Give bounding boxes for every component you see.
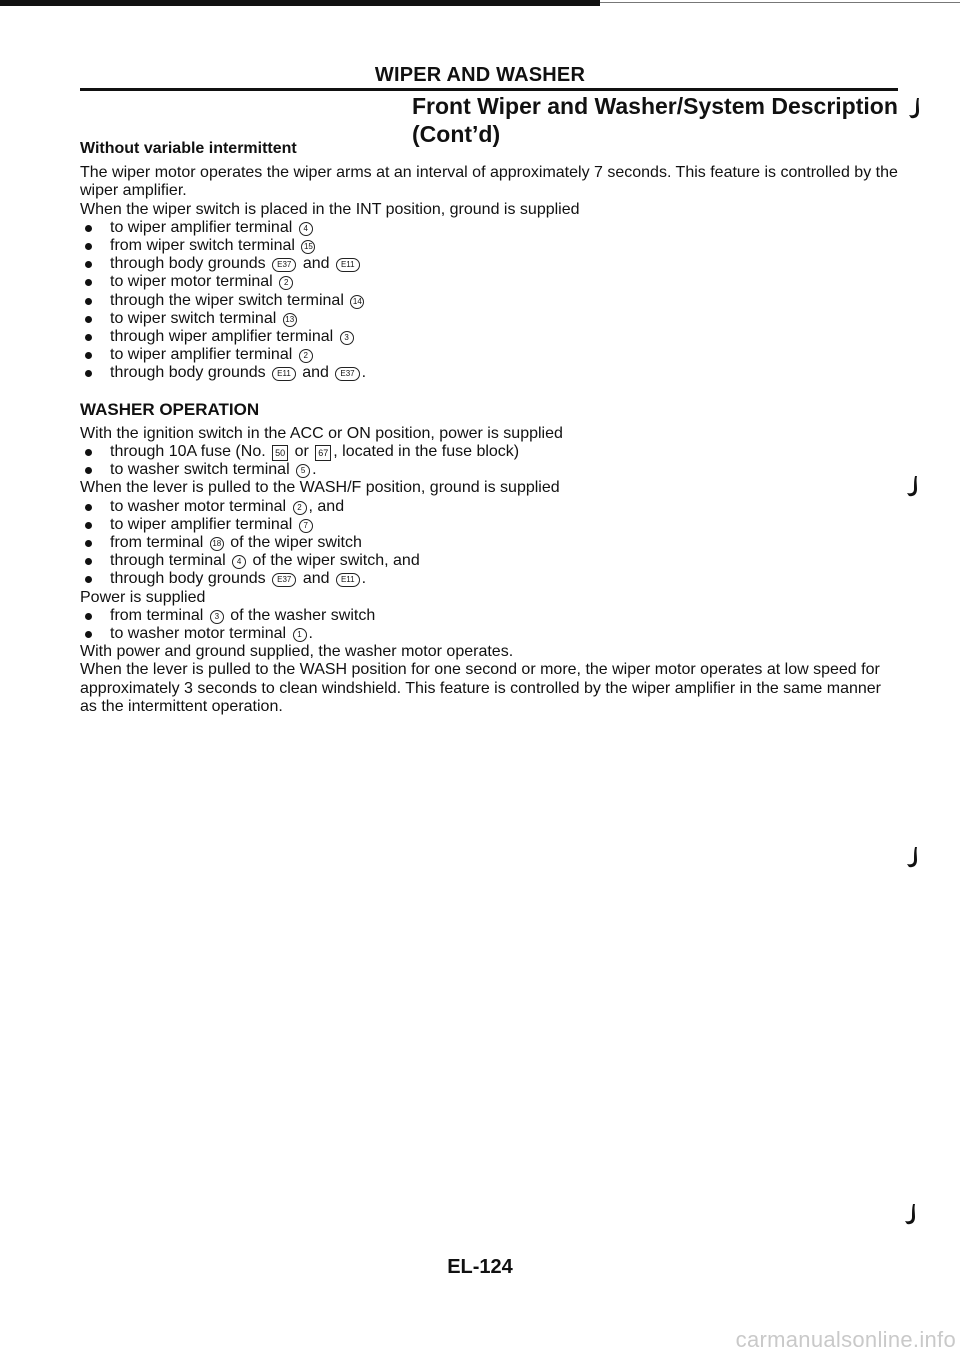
list-item: to washer motor terminal 1 . [80,625,900,643]
washer-paragraph-5: When the lever is pulled to the WASH position for one second or more, the wiper motor operates at low speed for approximately 3 seconds to clean windshield. This feature is controlled by the wiper amplifier in the same manner as the intermittent operation. [80,661,881,715]
list-item: to washer switch terminal 5 . [80,461,900,479]
intermittent-heading: Without variable intermittent [80,140,297,157]
list-item: to wiper switch terminal 13 [80,310,900,328]
connector-label: E37 [272,258,296,272]
subtitle-line-1: Front Wiper and Washer/System Description [412,93,898,119]
fuse-number: 67 [315,445,331,461]
document-body [80,140,900,716]
terminal-number: 15 [301,240,315,254]
connector-label: E37 [272,573,296,587]
connector-label: E11 [336,258,360,272]
list-item: to wiper amplifier terminal 2 [80,346,900,364]
watermark: carmanualsonline.info [735,1327,956,1352]
list-item: to wiper amplifier terminal 4 [80,219,900,237]
subtitle-line-2: (Cont’d) [412,121,501,147]
check-mark-icon [902,1202,922,1228]
check-mark-icon [904,474,924,500]
terminal-number: 7 [299,519,313,533]
list-item: to washer motor terminal 2 , and [80,498,900,516]
list-item: through 10A fuse (No. 50 or 67 , located in the fuse block) [80,443,900,461]
list-item: to wiper motor terminal 2 [80,273,900,291]
terminal-number: 5 [296,464,310,478]
list-item: through the wiper switch terminal 14 [80,292,900,310]
intermittent-path-list [80,219,900,383]
washer-paragraph-2: When the lever is pulled to the WASH/F position, ground is supplied [80,479,560,497]
top-edge-rule-thin [600,2,960,3]
list-item: from terminal 3 of the washer switch [80,607,900,625]
connector-label: E11 [272,367,296,381]
top-edge-rule [0,0,600,6]
connector-label: E11 [336,573,360,587]
check-mark-icon [906,96,926,122]
terminal-number: 18 [210,537,224,551]
terminal-number: 3 [340,331,354,345]
washer-motor-list [80,607,900,643]
terminal-number: 2 [299,349,313,363]
washer-ground-list [80,498,900,589]
section-title: WIPER AND WASHER [374,64,586,86]
list-item: to wiper amplifier terminal 7 [80,516,900,534]
list-item: through body grounds E37 and E11 . [80,570,900,588]
check-mark-icon [904,845,924,871]
terminal-number: 13 [283,313,297,327]
list-item: through body grounds E11 and E37 . [80,364,900,382]
list-item: from wiper switch terminal 15 [80,237,900,255]
terminal-number: 4 [232,555,246,569]
fuse-number: 50 [272,445,288,461]
list-item: through terminal 4 of the wiper switch, and [80,552,900,570]
terminal-number: 4 [299,222,313,236]
header-rule [80,88,898,91]
terminal-number: 14 [350,295,364,309]
terminal-number: 3 [210,610,224,624]
list-item: through wiper amplifier terminal 3 [80,328,900,346]
page-number: EL-124 [447,1256,513,1278]
intermittent-paragraph-1: The wiper motor operates the wiper arms at an interval of approximately 7 seconds. This feature is controlled by the wiper amplifier. [80,164,898,200]
washer-paragraph-4: With power and ground supplied, the washer motor operates. [80,643,514,661]
list-item: from terminal 18 of the wiper switch [80,534,900,552]
washer-power-list [80,443,900,479]
washer-paragraph-3: Power is supplied [80,588,206,606]
terminal-number: 2 [293,501,307,515]
list-item: through body grounds E37 and E11 [80,255,900,273]
connector-label: E37 [335,367,359,381]
washer-operation-heading: WASHER OPERATION [80,399,260,419]
washer-paragraph-1: With the ignition switch in the ACC or ON position, power is supplied [80,424,563,442]
intermittent-paragraph-2: When the wiper switch is placed in the INT position, ground is supplied [80,200,580,218]
terminal-number: 1 [293,628,307,642]
terminal-number: 2 [279,276,293,290]
